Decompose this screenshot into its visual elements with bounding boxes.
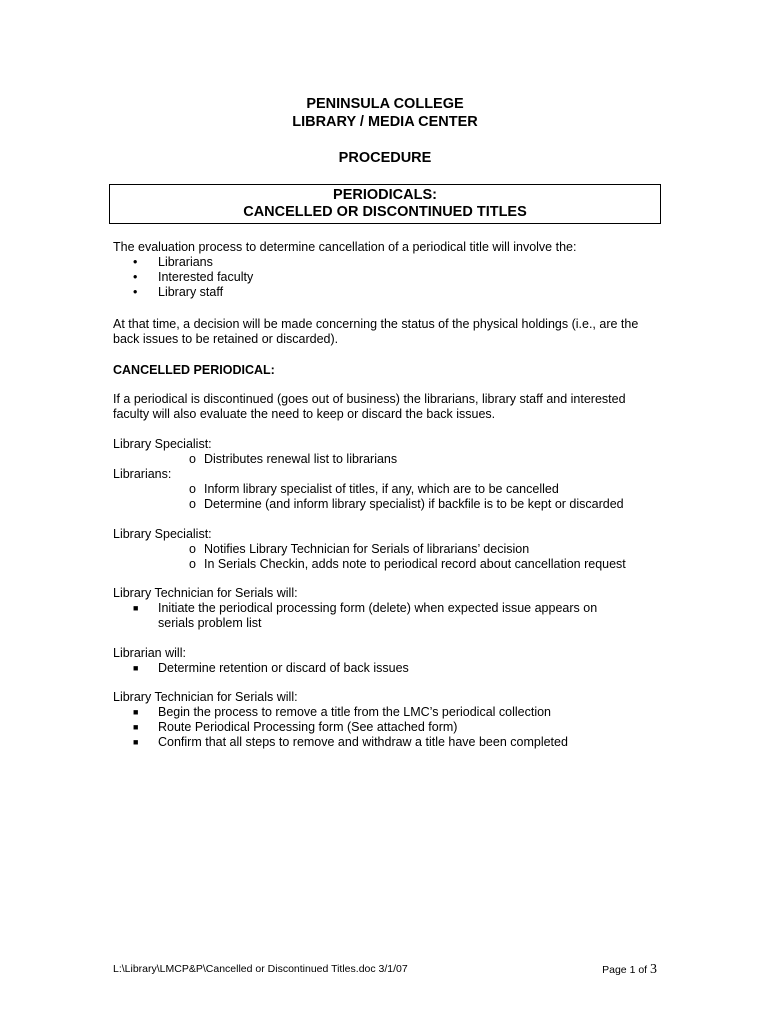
list-item: • Librarians [133,255,213,269]
list-item: o Determine (and inform library specialist) if backfile is to be kept or discarded [189,497,624,511]
college-name: PENINSULA COLLEGE [306,96,464,112]
center-name: LIBRARY / MEDIA CENTER [292,114,478,130]
list-item: • Library staff [133,285,224,299]
step-label: Library Specialist: [113,527,212,541]
step-label: Librarians: [113,467,172,481]
bullet-dot-icon: • [133,285,138,299]
step-list [113,542,663,572]
bullet-square-icon: ■ [133,737,139,747]
decision-paragraph: At that time, a decision will be made concerning the status of the physical holdings (i.e., are the back issues to be retained or discarded). [113,317,639,346]
step-list [113,661,663,676]
bullet-dot-icon: • [133,270,138,284]
step-label: Library Technician for Serials will: [113,586,298,600]
list-item: • Interested faculty [133,270,254,284]
bullet-circle-icon: o [189,482,196,496]
footer-file-path: L:\Library\LMCP&P\Cancelled or Discontinued Titles.doc 3/1/07 [113,963,408,975]
page-total: 3 [650,962,657,977]
page-label: Page 1 of [602,964,648,976]
steps-specialist-librarians [113,437,663,512]
bullet-square-icon: ■ [133,707,139,717]
intro-text: The evaluation process to determine cancellation of a periodical title will involve the: [113,240,577,254]
bullet-square-icon: ■ [133,722,139,732]
section-heading: CANCELLED PERIODICAL: [113,363,275,377]
list-item: ■ Determine retention or discard of back issues [133,661,409,675]
list-item: o Inform library specialist of titles, if any, which are to be cancelled [189,482,559,496]
step-list [113,482,663,512]
discontinued-paragraph: If a periodical is discontinued (goes out of business) the librarians, library staff and interested faculty will also evaluate the need to keep or discard the back issues. [113,392,626,421]
bullet-square-icon: ■ [133,603,139,613]
list-item: o Distributes renewal list to librarians [189,452,398,466]
bullet-square-icon: ■ [133,663,139,673]
footer-page-number [602,962,657,978]
list-item: ■ Begin the process to remove a title from the LMC’s periodical collection [133,705,552,719]
title-line-1: PERIODICALS: [333,187,437,203]
step-list [113,601,663,631]
document-type: PROCEDURE [338,150,432,166]
steps-technician-1 [113,586,663,631]
bullet-circle-icon: o [189,557,196,571]
steps-librarian [113,646,663,676]
title-line-2: CANCELLED OR DISCONTINUED TITLES [243,204,527,220]
participants-list [113,255,663,300]
bullet-circle-icon: o [189,542,196,556]
list-item: ■ Route Periodical Processing form (See attached form) [133,720,458,734]
step-label: Library Technician for Serials will: [113,690,298,704]
list-item: o In Serials Checkin, adds note to periodical record about cancellation request [189,557,626,571]
step-label: Library Specialist: [113,437,212,451]
bullet-circle-icon: o [189,497,196,511]
bullet-dot-icon: • [133,255,138,269]
step-label: Librarian will: [113,646,186,660]
title-box [109,184,661,224]
intro-section [113,240,663,300]
list-item: ■ Initiate the periodical processing form (delete) when expected issue appears on serials problem list [133,601,598,630]
step-list [113,705,663,750]
steps-technician-2 [113,690,663,750]
step-list [113,452,663,467]
list-item: o Notifies Library Technician for Serials of librarians’ decision [189,542,530,556]
list-item: ■ Confirm that all steps to remove and withdraw a title have been completed [133,735,568,749]
steps-specialist-2 [113,527,663,572]
bullet-circle-icon: o [189,452,196,466]
